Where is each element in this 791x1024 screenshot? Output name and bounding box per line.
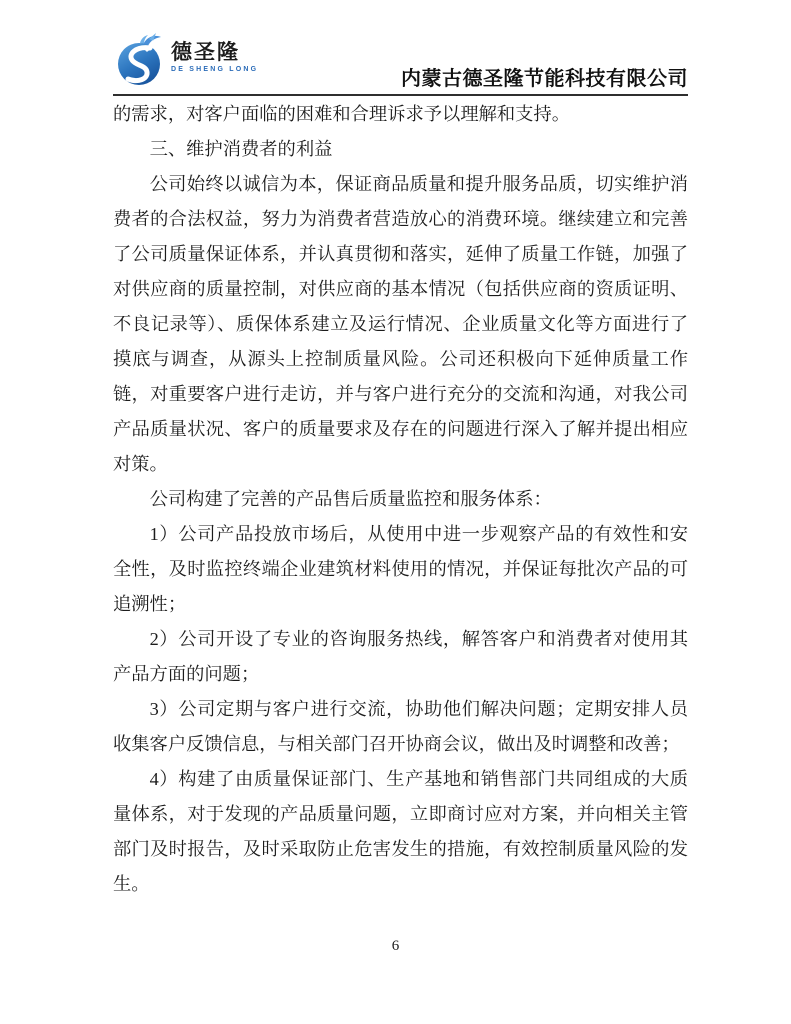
logo-text-block: [171, 42, 258, 73]
logo-english-name: DE SHENG LONG: [171, 66, 259, 73]
list-item-1: 1）公司产品投放市场后，从使用中进一步观察产品的有效性和安全性，及时监控终端企业建筑材料使用的情况，并保证每批次产品的可追溯性；: [113, 524, 688, 614]
section-heading: 三、维护消费者的利益: [149, 139, 333, 159]
document-body: [113, 97, 688, 902]
list-item-3: 3）公司定期与客户进行交流，协助他们解决问题；定期安排人员收集客户反馈信息，与相关部门召开协商会议，做出及时调整和改善；: [113, 699, 688, 754]
list-item-4: 4）构建了由质量保证部门、生产基地和销售部门共同组成的大质量体系，对于发现的产品质量问题，立即商讨应对方案，并向相关主管部门及时报告，及时采取防止危害发生的措施，有效控制质量风险的发生。: [113, 769, 688, 894]
company-name: 内蒙古德圣隆节能科技有限公司: [401, 68, 688, 90]
paragraph: 公司构建了完善的产品售后质量监控和服务体系：: [149, 489, 552, 509]
page-header: [113, 0, 688, 96]
logo-chinese-name: 德圣隆: [171, 41, 240, 64]
page-footer: [0, 938, 791, 955]
dragon-s-logo-icon: [116, 33, 168, 87]
company-logo: [116, 33, 258, 87]
paragraph-continuation: 的需求，对客户面临的困难和合理诉求予以理解和支持。: [113, 104, 571, 124]
page-number: 6: [391, 938, 400, 954]
paragraph: 公司始终以诚信为本，保证商品质量和提升服务品质，切实维护消费者的合法权益，努力为消费者营造放心的消费环境。继续建立和完善了公司质量保证体系，并认真贯彻和落实，延伸了质量工作链，加强了对供应商的质量控制，对供应商的基本情况（包括供应商的资质证明、不良记录等）、质保体系建立及运行情况、企业质量文化等方面进行了摸底与调查，从源头上控制质量风险。公司还积极向下延伸质量工作链，对重要客户进行走访，并与客户进行充分的交流和沟通，对我公司产品质量状况、客户的质量要求及存在的问题进行深入了解并提出相应对策。: [113, 174, 688, 474]
list-item-2: 2）公司开设了专业的咨询服务热线，解答客户和消费者对使用其产品方面的问题；: [113, 629, 688, 684]
